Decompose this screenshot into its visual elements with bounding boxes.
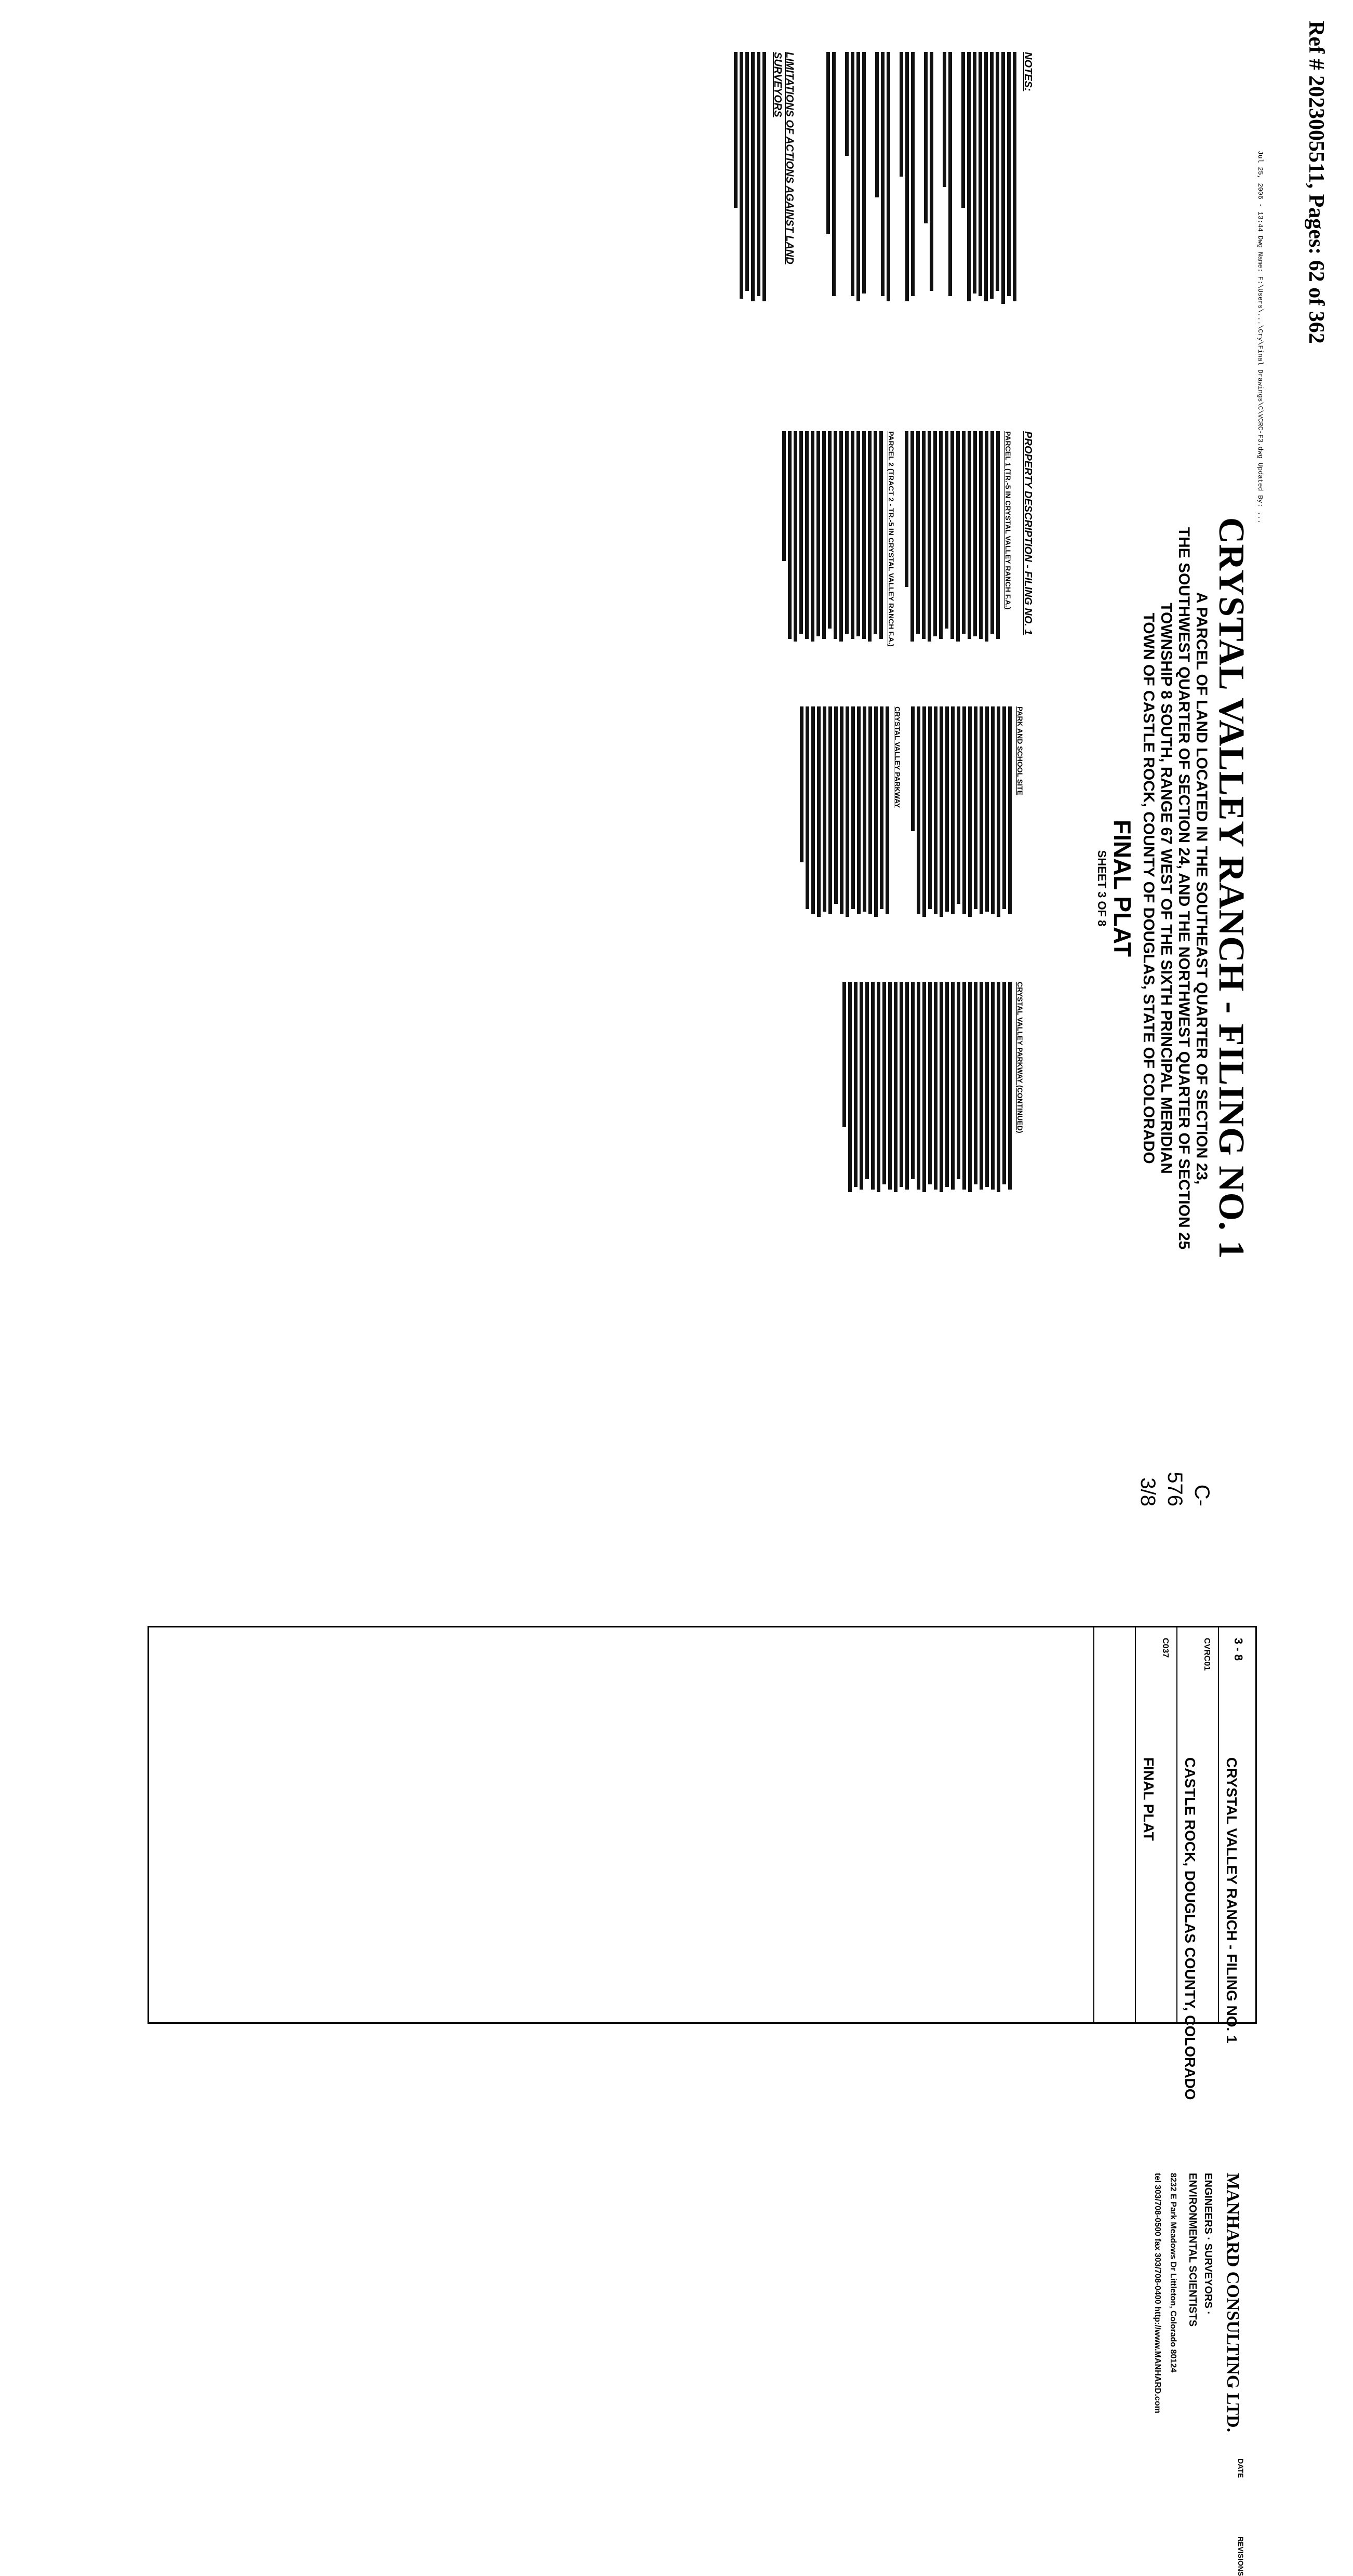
file-number: C037	[1161, 1638, 1170, 1658]
drawing-title-block	[148, 1626, 1257, 2576]
plat-title: CRYSTAL VALLEY RANCH - FILING NO. 1	[1211, 517, 1251, 1260]
firm-line-1: ENGINEERS · SURVEYORS ·	[1202, 2173, 1214, 2315]
firm-phone: tel 303/708-0500 fax 303/708-0400 http://www.MANHARD.com	[1153, 2173, 1162, 2413]
title-block	[1095, 395, 1252, 1382]
project-name: CRYSTAL VALLEY RANCH - FILING NO. 1	[1224, 1757, 1240, 2044]
plot-stamp: Jul 25, 2006 - 13:44 Dwg Name: F:\Users\...\Cry\Final Drawings\C\VCRC-F3.dwg Updated By: ...	[1256, 151, 1264, 524]
parkway-continued-heading: CRYSTAL VALLEY PARKWAY (CONTINUED)	[1016, 982, 1024, 1133]
parcel-1-heading: PARCEL 1 (TR.-5 IN CRYSTAL VALLEY RANCH F.A.)	[1004, 431, 1012, 610]
title-line-4: TOWN OF CASTLE ROCK, COUNTY OF DOUGLAS, STATE OF COLORADO	[1140, 612, 1157, 1164]
firm-name: MANHARD CONSULTING LTD.	[1223, 2173, 1242, 2433]
notes-heading: NOTES:	[1022, 52, 1034, 91]
notes-column	[732, 52, 1034, 312]
final-plat-heading: FINAL PLAT	[1109, 819, 1136, 957]
plat-sheet	[140, 31, 1267, 2576]
title-line-2: THE SOUTHWEST QUARTER OF SECTION 24, AND THE NORTHWEST QUARTER OF SECTION 25	[1175, 527, 1193, 1250]
limitations-heading: LIMITATIONS OF ACTIONS AGAINST LAND SURVEYORS	[772, 52, 795, 264]
project-location: CASTLE ROCK, DOUGLAS COUNTY, COLORADO	[1182, 1757, 1198, 2100]
job-number: CVRC01	[1202, 1638, 1211, 1671]
sheet-number: 3 - 8	[1232, 1638, 1245, 1661]
firm-address: 8232 E Park Meadows Dr Littleton, Colorado 80124	[1169, 2173, 1177, 2373]
park-school-heading: PARK AND SCHOOL SITE	[1016, 706, 1024, 795]
sheet-reference: C-576 3/8	[1136, 1472, 1213, 1506]
revisions-date-header: DATE	[1237, 2459, 1245, 2478]
drawing-type: FINAL PLAT	[1141, 1757, 1157, 1841]
title-line-1: A PARCEL OF LAND LOCATED IN THE SOUTHEAST QUARTER OF SECTION 23,	[1193, 592, 1210, 1185]
parcel-2-heading: PARCEL 2 (TRACT 2 - TR.-5 IN CRYSTAL VALLEY RANCH F.A.)	[887, 431, 895, 647]
firm-line-2: ENVIRONMENTAL SCIENTISTS	[1187, 2173, 1198, 2327]
sheet-label: SHEET 3 OF 8	[1095, 850, 1108, 927]
parkway-continued-column	[840, 982, 1034, 1200]
title-line-3: TOWNSHIP 8 SOUTH, RANGE 67 WEST OF THE SIXTH PRINCIPAL MERIDIAN	[1158, 603, 1175, 1174]
revisions-header: REVISIONS	[1237, 2537, 1245, 2576]
parkway-heading: CRYSTAL VALLEY PARKWAY	[893, 706, 902, 808]
reference-stamp: Ref # 2023005511, Pages: 62 of 362	[1304, 21, 1328, 344]
park-school-column	[798, 706, 1034, 925]
property-description-column	[780, 431, 1034, 649]
property-description-heading: PROPERTY DESCRIPTION - FILING NO. 1	[1022, 431, 1034, 635]
